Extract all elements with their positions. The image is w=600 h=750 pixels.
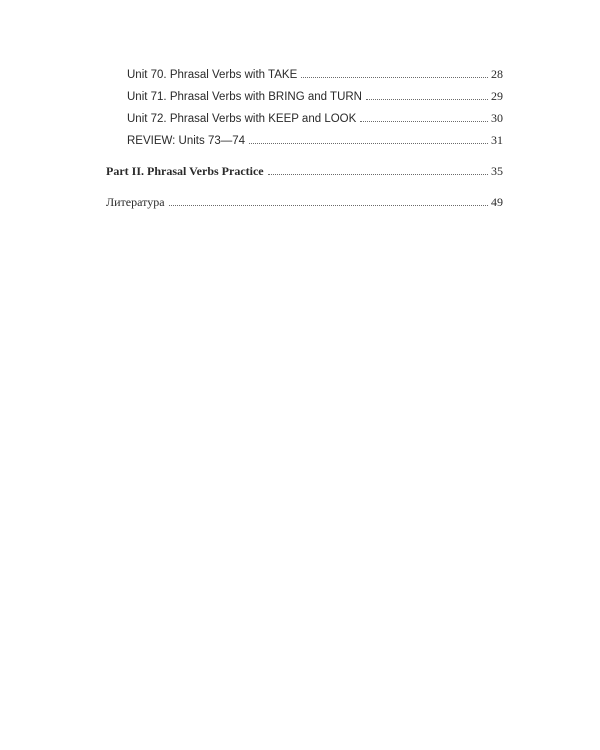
toc-entry-title: Литература	[106, 195, 165, 209]
dot-leader	[268, 174, 488, 175]
toc-entry-literature	[106, 195, 503, 209]
toc-entry-title: Unit 71. Phrasal Verbs with BRING and TURN	[127, 91, 362, 103]
toc-entry-unit-70	[127, 67, 503, 82]
toc-entry-page-number: 29	[491, 89, 503, 103]
dot-leader	[169, 205, 488, 206]
dot-leader	[360, 121, 488, 122]
toc-entry-page-number: 28	[491, 67, 503, 81]
dot-leader	[249, 143, 488, 144]
toc-entry-review	[127, 133, 503, 148]
toc-entry-title: REVIEW: Units 73—74	[127, 135, 246, 147]
toc-entry-page-number: 49	[491, 195, 503, 209]
toc-entry-unit-71	[127, 89, 503, 104]
toc-entry-part-2	[106, 164, 503, 178]
dot-leader	[301, 77, 488, 78]
toc-entry-title: Unit 70. Phrasal Verbs with TAKE	[127, 69, 298, 81]
toc-entry-page-number: 35	[491, 164, 503, 178]
toc-entry-title: Unit 72. Phrasal Verbs with KEEP and LOOK	[127, 113, 357, 125]
toc-entry-page-number: 31	[491, 133, 503, 147]
toc-entry-unit-72	[127, 111, 503, 126]
toc-entry-page-number: 30	[491, 111, 503, 125]
toc-entry-title: Part II. Phrasal Verbs Practice	[106, 164, 264, 178]
dot-leader	[366, 99, 488, 100]
